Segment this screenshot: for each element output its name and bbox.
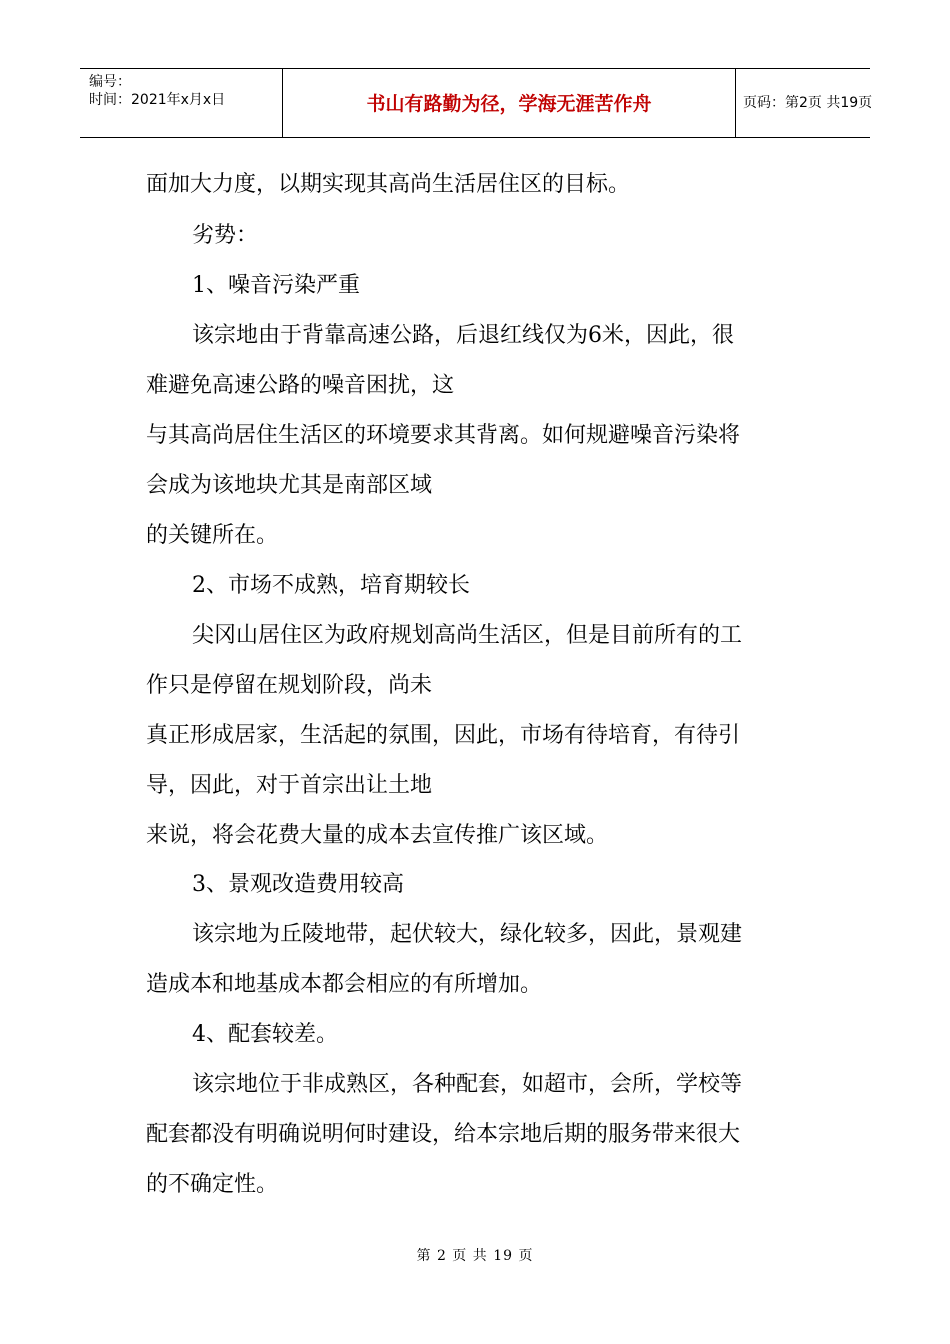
paragraph-line: 造成本和地基成本都会相应的有所增加。 bbox=[146, 972, 543, 997]
page-code: 页码：第2页 共19页 bbox=[743, 95, 873, 111]
paragraph-line: 面加大力度，以期实现其高尚生活居住区的目标。 bbox=[146, 172, 631, 197]
paragraph-line: 来说，将会花费大量的成本去宣传推广该区域。 bbox=[146, 823, 609, 848]
header-meta-cell bbox=[80, 69, 282, 137]
motto-text: 书山有路勤为径，学海无涯苦作舟 bbox=[366, 93, 652, 115]
header-motto-cell bbox=[282, 69, 736, 137]
paragraph-line: 会成为该地块尤其是南部区域 bbox=[146, 473, 433, 498]
paragraph-line: 配套都没有明确说明何时建设，给本宗地后期的服务带来很大 bbox=[146, 1122, 741, 1147]
paragraph-line: 难避免高速公路的噪音困扰，这 bbox=[146, 373, 455, 398]
paragraph-line: 该宗地由于背靠高速公路，后退红线仅为6米，因此，很 bbox=[192, 323, 734, 348]
paragraph-line: 该宗地为丘陵地带，起伏较大，绿化较多，因此，景观建 bbox=[192, 922, 743, 947]
item-heading: 1、噪音污染严重 bbox=[192, 273, 360, 298]
paragraph-line: 作只是停留在规划阶段，尚未 bbox=[146, 673, 433, 698]
header-page-cell bbox=[735, 69, 873, 137]
paragraph-line: 真正形成居家，生活起的氛围，因此，市场有待培育，有待引 bbox=[146, 723, 741, 748]
item-heading: 3、景观改造费用较高 bbox=[192, 872, 404, 897]
paragraph-line: 该宗地位于非成熟区，各种配套，如超市，会所，学校等 bbox=[192, 1072, 743, 1097]
paragraph-line: 与其高尚居住生活区的环境要求其背离。如何规避噪音污染将 bbox=[146, 423, 741, 448]
item-heading: 4、配套较差。 bbox=[192, 1022, 338, 1047]
paragraph-line: 的不确定性。 bbox=[146, 1172, 279, 1197]
paragraph-line: 导，因此，对于首宗出让土地 bbox=[146, 773, 433, 798]
number-label: 编号： bbox=[89, 74, 131, 90]
paragraph-line: 的关键所在。 bbox=[146, 523, 279, 548]
item-heading: 2、市场不成熟，培育期较长 bbox=[192, 573, 470, 598]
page-footer: 第 2 页 共 19 页 bbox=[416, 1248, 534, 1264]
time-label: 时间：2021年x月x日 bbox=[89, 92, 226, 108]
document-header bbox=[80, 68, 873, 138]
section-heading: 劣势： bbox=[192, 223, 259, 248]
paragraph-line: 尖冈山居住区为政府规划高尚生活区，但是目前所有的工 bbox=[192, 623, 743, 648]
